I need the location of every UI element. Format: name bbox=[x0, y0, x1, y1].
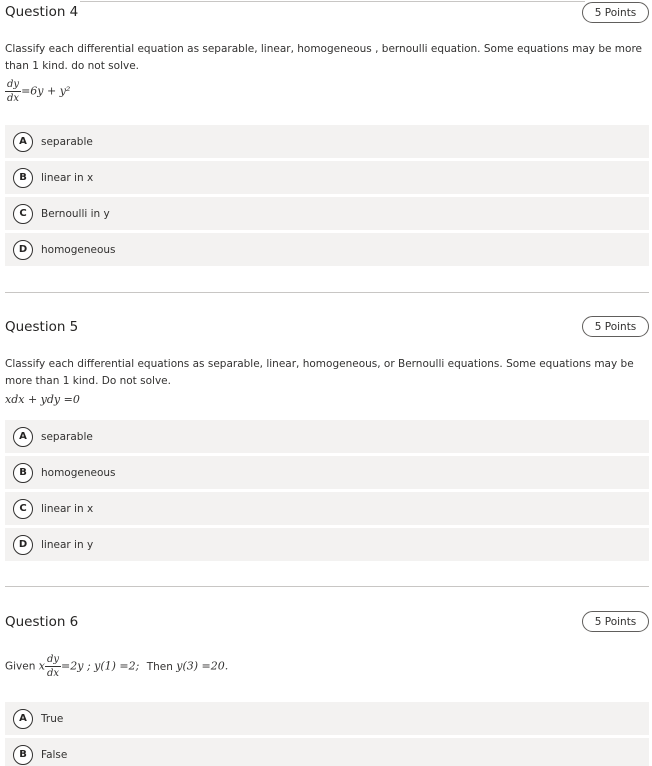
option-label: separable bbox=[41, 135, 93, 148]
option-label: linear in x bbox=[41, 502, 94, 515]
option-label: True bbox=[41, 712, 64, 725]
option-letter: A bbox=[13, 132, 33, 152]
option-b[interactable] bbox=[5, 738, 649, 766]
option-label: linear in y bbox=[41, 538, 94, 551]
question-equation: $\frac{dy}{dx}$ =6y + y² bbox=[7, 79, 71, 104]
option-d[interactable] bbox=[5, 233, 649, 266]
option-label: homogeneous bbox=[41, 243, 116, 256]
option-a[interactable] bbox=[5, 420, 649, 453]
question-prompt: Given x $\frac{dy}{dx}$ =2y ; y(1) =2; Then y(3) =20. bbox=[5, 654, 229, 679]
option-label: homogeneous bbox=[41, 466, 116, 479]
points-badge: 5 Points bbox=[582, 316, 649, 337]
question-divider bbox=[5, 586, 649, 587]
points-badge: 5 Points bbox=[582, 2, 649, 23]
question-divider bbox=[5, 292, 649, 293]
option-c[interactable] bbox=[5, 492, 649, 525]
option-c[interactable] bbox=[5, 197, 649, 230]
question-prompt: Classify each differential equation as separable, linear, homogeneous , bernoulli equation. Some equations may be more than 1 kind. do not solve. bbox=[5, 43, 642, 72]
option-letter: C bbox=[13, 204, 33, 224]
option-a[interactable] bbox=[5, 702, 649, 735]
option-letter: A bbox=[13, 709, 33, 729]
question-equation: xdx + ydy =0 bbox=[5, 393, 80, 406]
option-d[interactable] bbox=[5, 528, 649, 561]
option-letter: C bbox=[13, 499, 33, 519]
option-letter: D bbox=[13, 240, 33, 260]
option-b[interactable] bbox=[5, 161, 649, 194]
question-title: Question 5 bbox=[5, 319, 79, 335]
derivative-fraction: $\frac{dy}{dx}$ bbox=[46, 654, 60, 679]
question-title: Question 6 bbox=[5, 614, 79, 630]
option-letter: B bbox=[13, 745, 33, 765]
question-title: Question 4 bbox=[5, 4, 79, 20]
option-label: False bbox=[41, 748, 68, 761]
option-letter: B bbox=[13, 168, 33, 188]
derivative-fraction: $\frac{dy}{dx}$ bbox=[7, 79, 20, 104]
top-divider bbox=[80, 1, 585, 2]
option-label: separable bbox=[41, 430, 93, 443]
option-label: linear in x bbox=[41, 171, 94, 184]
option-label: Bernoulli in y bbox=[41, 207, 110, 220]
option-b[interactable] bbox=[5, 456, 649, 489]
option-a[interactable] bbox=[5, 125, 649, 158]
option-letter: B bbox=[13, 463, 33, 483]
option-letter: A bbox=[13, 427, 33, 447]
option-letter: D bbox=[13, 535, 33, 555]
question-prompt: Classify each differential equations as separable, linear, homogeneous, or Bernoulli equations. Some equations may be more than 1 kind. Do not solve. bbox=[5, 358, 634, 387]
points-badge: 5 Points bbox=[582, 611, 649, 632]
